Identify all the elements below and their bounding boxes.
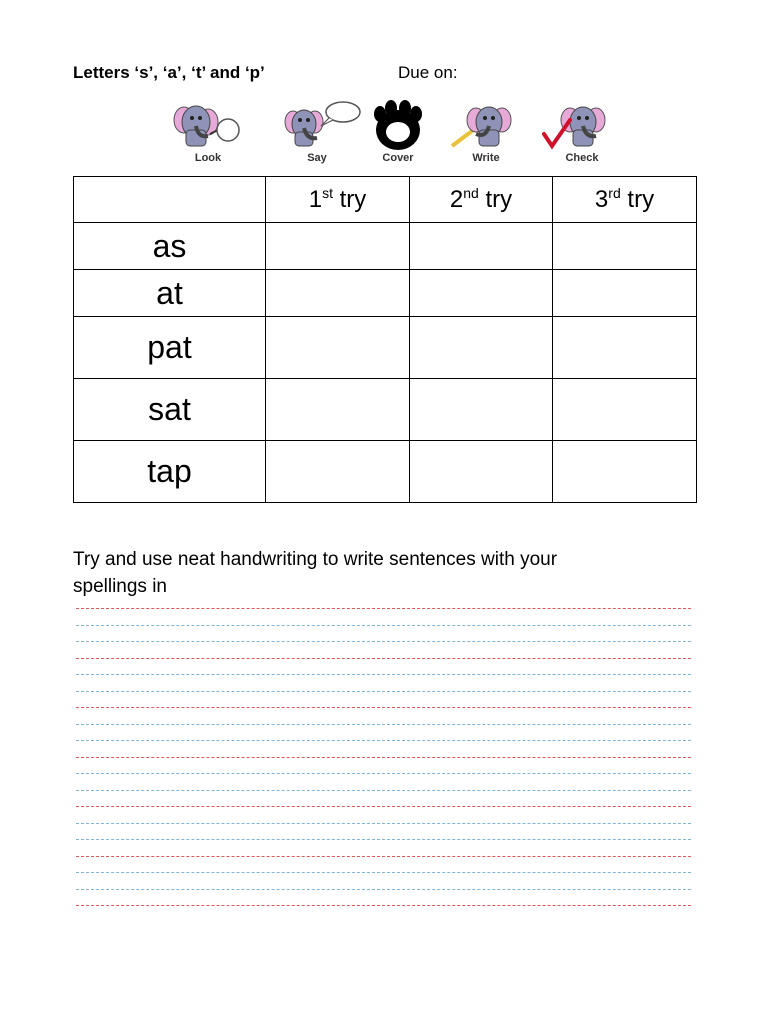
table-row [74, 379, 697, 441]
elephant-speech-bubble-icon [283, 100, 363, 152]
step-label-say: Say [307, 152, 327, 164]
answer-cell[interactable] [553, 317, 697, 379]
step-label-cover: Cover [382, 152, 414, 164]
header-second-try: 2nd try [410, 177, 553, 223]
spelling-table [73, 176, 697, 503]
answer-cell[interactable] [410, 317, 553, 379]
spelling-word: pat [74, 317, 266, 379]
spelling-word: sat [74, 379, 266, 441]
writing-line-blue [76, 724, 691, 725]
header-third-try: 3rd try [553, 177, 697, 223]
step-label-look: Look [194, 152, 222, 164]
writing-line-red [76, 658, 691, 659]
answer-cell[interactable] [410, 270, 553, 317]
answer-cell[interactable] [266, 441, 410, 503]
spelling-word: as [74, 223, 266, 270]
answer-cell[interactable] [553, 223, 697, 270]
answer-cell[interactable] [266, 270, 410, 317]
writing-line-blue [76, 641, 691, 642]
writing-line-blue [76, 790, 691, 791]
handwriting-instructions [73, 546, 673, 600]
spelling-word: at [74, 270, 266, 317]
header-empty-cell [74, 177, 266, 223]
answer-cell[interactable] [553, 379, 697, 441]
table-row [74, 270, 697, 317]
answer-cell[interactable] [266, 379, 410, 441]
table-row [74, 223, 697, 270]
writing-line-blue [76, 691, 691, 692]
elephant-pencil-icon [446, 100, 526, 152]
paw-print-icon [358, 100, 438, 152]
worksheet-title: Letters ‘s’, ‘a’, ‘t’ and ‘p’ [73, 63, 265, 82]
answer-cell[interactable] [266, 223, 410, 270]
table-row [74, 317, 697, 379]
writing-line-blue [76, 740, 691, 741]
handwriting-lines[interactable] [76, 600, 691, 860]
step-write [446, 100, 526, 168]
step-look [168, 100, 248, 168]
due-date-label: Due on: [398, 63, 458, 82]
step-check [542, 100, 622, 168]
instructions-line-2: spellings in [73, 576, 167, 597]
writing-line-blue [76, 625, 691, 626]
step-label-write: Write [472, 152, 500, 164]
writing-line-blue [76, 872, 691, 873]
writing-line-blue [76, 773, 691, 774]
writing-line-red [76, 757, 691, 758]
step-say [283, 100, 363, 168]
writing-line-blue [76, 823, 691, 824]
elephant-magnifier-icon [168, 100, 248, 152]
step-label-check: Check [565, 152, 599, 164]
answer-cell[interactable] [410, 223, 553, 270]
header-first-try: 1st try [266, 177, 410, 223]
writing-line-blue [76, 839, 691, 840]
elephant-tick-icon [542, 100, 622, 152]
answer-cell[interactable] [553, 441, 697, 503]
writing-line-red [76, 608, 691, 609]
answer-cell[interactable] [553, 270, 697, 317]
answer-cell[interactable] [410, 379, 553, 441]
look-say-cover-write-check-strip [0, 100, 768, 170]
instructions-line-1: Try and use neat handwriting to write sentences with your [73, 549, 558, 570]
writing-line-red [76, 707, 691, 708]
answer-cell[interactable] [410, 441, 553, 503]
step-cover [358, 100, 438, 168]
writing-line-blue [76, 889, 691, 890]
writing-line-blue [76, 674, 691, 675]
table-header-row [74, 177, 697, 223]
writing-line-red [76, 856, 691, 857]
answer-cell[interactable] [266, 317, 410, 379]
spelling-word: tap [74, 441, 266, 503]
writing-line-red [76, 905, 691, 906]
writing-line-red [76, 806, 691, 807]
table-row [74, 441, 697, 503]
